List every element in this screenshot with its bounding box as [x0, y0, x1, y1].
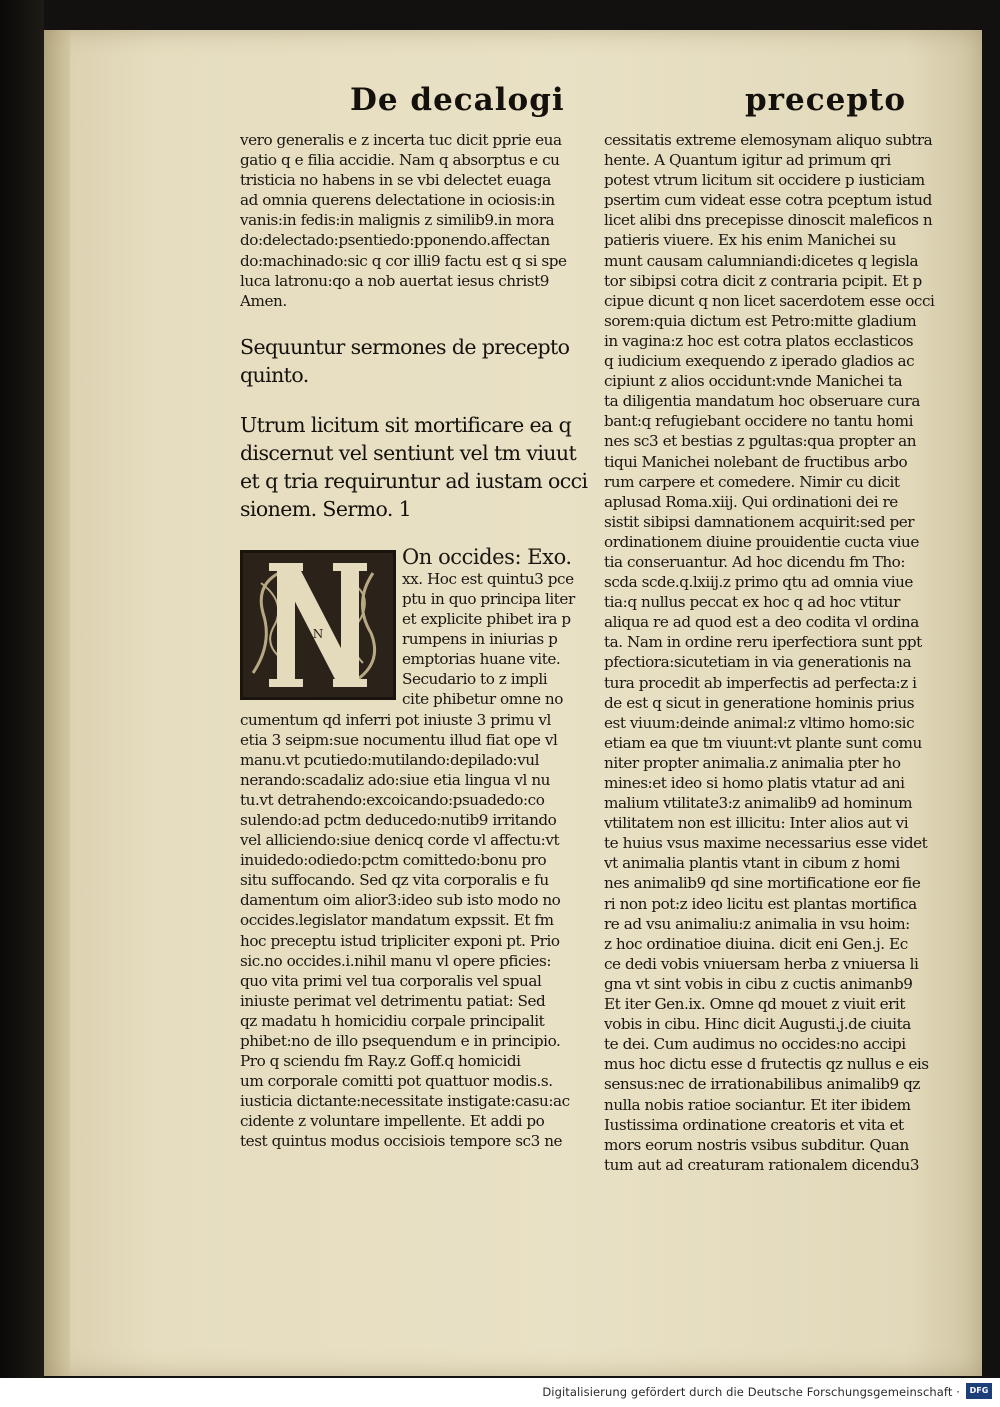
- text-line: luca latronu:qo a nob auertat iesus christ9: [240, 271, 550, 290]
- heading-line: sionem. Sermo. 1: [240, 496, 412, 521]
- text-line: te dei. Cum audimus no occides:no accipi: [604, 1035, 906, 1054]
- text-line: emptorias huane vite.: [402, 650, 561, 669]
- text-line: occides.legislator mandatum expssit. Et fm: [240, 911, 554, 930]
- text-line: et explicite phibet ira p: [402, 610, 571, 629]
- text-line: gna vt sint vobis in cibu z cuctis animanb9: [604, 974, 913, 993]
- text-line: Amen.: [240, 291, 287, 310]
- text-line: sensus:nec de irrationabilibus animalib9 qz: [604, 1075, 920, 1094]
- heading-line: Utrum licitum sit mortificare ea q: [240, 412, 572, 437]
- heading-line: discernut vel sentiunt vel tm viuut: [240, 440, 577, 465]
- text-line: vanis:in fedis:in malignis z similib9.in mora: [240, 211, 555, 230]
- binding-shadow: [0, 0, 44, 1378]
- text-line: re ad vsu animaliu:z animalia in vsu hoim:: [604, 914, 910, 933]
- text-line: do:delectado:psentiedo:pponendo.affectan: [240, 231, 550, 250]
- text-line: tum aut ad creaturam rationalem dicendu3: [604, 1155, 920, 1174]
- rubric-heading-1: [240, 333, 596, 389]
- ornament-initial-icon: [243, 553, 393, 697]
- text-line: sorem:quia dictum est Petro:mitte gladium: [604, 311, 917, 330]
- text-line: tia conseruantur. Ad hoc dicendu fm Tho:: [604, 552, 906, 571]
- left-text-column: [240, 130, 596, 1152]
- text-line: Pro q sciendu fm Ray.z Goff.q homicidi: [240, 1052, 521, 1071]
- svg-text:N: N: [312, 626, 324, 641]
- text-line: vobis in cibu. Hinc dicit Augusti.j.de ciuita: [604, 1015, 911, 1034]
- intro-paragraph: [240, 130, 596, 311]
- text-line: ptu in quo principa liter: [402, 589, 575, 608]
- text-line: mus hoc dictu esse d frutectis qz nullus e eis: [604, 1055, 929, 1074]
- text-line: malium vtilitate3:z animalib9 ad hominum: [604, 794, 913, 813]
- text-line: nes animalib9 qd sine mortificatione eor fie: [604, 874, 921, 893]
- text-line: nulla nobis ratioe sociantur. Et iter ibidem: [604, 1095, 911, 1114]
- text-line: um corporale comitti pot quattuor modis.s.: [240, 1072, 553, 1091]
- text-line: Iustissima ordinatione creatoris et vita et: [604, 1115, 904, 1134]
- rubric-heading-2: [240, 411, 596, 523]
- heading-line: Sequuntur sermones de precepto: [240, 334, 570, 359]
- text-line: ce dedi vobis vniuersam herba z vniuersa li: [604, 954, 919, 973]
- text-line: est viuum:deinde animal:z vltimo homo:sic: [604, 713, 915, 732]
- running-title-right: precepto: [745, 82, 907, 118]
- text-line: in vagina:z hoc est cotra platos ecclasticos: [604, 331, 914, 350]
- text-line: test quintus modus occisiois tempore sc3 ne: [240, 1132, 563, 1151]
- text-line: licet alibi dns precepisse dinoscit maleficos n: [604, 211, 933, 230]
- dfg-logo-icon: DFG: [966, 1383, 992, 1399]
- text-line: de est q sicut in generatione hominis prius: [604, 693, 915, 712]
- text-line: cipiunt z alios occidunt:vnde Manichei ta: [604, 372, 903, 391]
- text-line: tia:q nullus peccat ex hoc q ad hoc vtitur: [604, 593, 900, 612]
- running-title-left: De decalogi: [350, 82, 565, 118]
- text-line: phibet:no de illo psequendum e in principio.: [240, 1032, 561, 1050]
- text-line: niter propter animalia.z animalia pter ho: [604, 753, 901, 772]
- text-line: nerando:scadaliz ado:siue etia lingua vl nu: [240, 770, 550, 789]
- text-line: iniuste perimat vel detrimentu patiat: Sed: [240, 991, 546, 1010]
- text-line: munt causam calumniandi:dicetes q legisla: [604, 251, 919, 270]
- heading-line: et q tria requiruntur ad iustam occi: [240, 468, 588, 493]
- text-line: qz madatu h homicidiu corpale principalit: [240, 1011, 545, 1030]
- text-line: vt animalia plantis vtant in cibum z homi: [604, 854, 900, 873]
- text-line: ordinationem diuine prouidentie cucta viue: [604, 532, 919, 551]
- text-line: cipue dicunt q non licet sacerdotem esse occi: [604, 291, 935, 310]
- text-line: patieris viuere. Ex his enim Manichei su: [604, 231, 896, 250]
- text-line: ad omnia querens delectatione in ociosis:in: [240, 191, 555, 210]
- text-line: tristicia no habens in se vbi delectet euaga: [240, 171, 551, 190]
- heading-line: quinto.: [240, 362, 309, 387]
- text-line: te huius vsus maxime necessarius esse videt: [604, 834, 928, 853]
- text-line: tor sibipsi cotra dicit z contraria pcipit. Et p: [604, 271, 922, 290]
- text-line: do:machinado:sic q cor illi9 factu est q si spe: [240, 251, 567, 270]
- text-line: vero generalis e z incerta tuc dicit pprie eua: [240, 131, 562, 149]
- text-line: situ suffocando. Sed qz vita corporalis e fu: [240, 871, 549, 890]
- text-line: tiqui Manichei nolebant de fructibus arbo: [604, 452, 908, 471]
- text-line: q iudicium exequendo z iperado gladios ac: [604, 352, 915, 371]
- text-line: inuidedo:odiedo:pctm comittedo:bonu pro: [240, 851, 547, 870]
- text-line: sic.no occides.i.nihil manu vl opere pficies:: [240, 951, 551, 970]
- text-line: pfectiora:sicutetiam in via generationis na: [604, 653, 912, 672]
- text-line: rumpens in iniurias p: [402, 630, 558, 649]
- text-line: cessitatis extreme elemosynam aliquo subtra: [604, 131, 933, 149]
- text-line: aliqua re ad quod est a deo codita vl ordina: [604, 613, 919, 632]
- text-line: damentum oim alior3:ideo sub isto modo no: [240, 891, 561, 910]
- text-line: vel alliciendo:siue denicq corde vl affectu:vt: [240, 831, 560, 850]
- text-line: z hoc ordinatioe diuina. dicit eni Gen.j. Ec: [604, 934, 908, 953]
- funding-credit: Digitalisierung gefördert durch die Deutsche Forschungsgemeinschaft ·: [542, 1385, 960, 1399]
- text-line: iusticia dictante:necessitate instigate:casu:ac: [240, 1092, 570, 1111]
- text-line: cite phibetur omne no: [402, 690, 563, 709]
- body-paragraph: [240, 710, 596, 1152]
- text-line: vtilitatem non est illicitu: Inter alios aut vi: [604, 814, 909, 833]
- text-line: ta. Nam in ordine reru iperfectiora sunt ppt: [604, 633, 922, 652]
- text-line: gatio q e filia accidie. Nam q absorptus e cu: [240, 151, 560, 170]
- text-line: mors eorum nostris vsibus subditur. Quan: [604, 1135, 909, 1154]
- page-edge: [44, 30, 70, 1376]
- text-line: cidente z voluntare impellente. Et addi po: [240, 1112, 545, 1131]
- text-line: rum carpere et comedere. Nimir cu dicit: [604, 472, 900, 491]
- right-text-column: [604, 130, 956, 1175]
- decorated-initial: [240, 550, 396, 700]
- text-line: scda scde.q.lxiij.z primo qtu ad omnia viue: [604, 573, 913, 592]
- text-line: sulendo:ad pctm deducedo:nutib9 irritando: [240, 810, 557, 829]
- text-line: quo vita primi vel tua corporalis vel spual: [240, 971, 542, 990]
- text-line: aplusad Roma.xiij. Qui ordinationi dei re: [604, 492, 898, 511]
- text-line: etia 3 seipm:sue nocumentu illud fiat ope vl: [240, 730, 558, 749]
- text-line: ri non pot:z ideo licitu est plantas mortifica: [604, 894, 917, 913]
- text-line: cumentum qd inferri pot iniuste 3 primu vl: [240, 710, 551, 729]
- text-line: Et iter Gen.ix. Omne qd mouet z viuit erit: [604, 995, 905, 1014]
- text-line: tu.vt detrahendo:excoicando:psuadedo:co: [240, 790, 545, 809]
- text-line: xx. Hoc est quintu3 pce: [402, 569, 574, 588]
- text-line: potest vtrum licitum sit occidere p iusticiam: [604, 171, 925, 190]
- text-line: manu.vt pcutiedo:mutilando:depilado:vul: [240, 750, 539, 769]
- text-line: sistit sibipsi damnationem acquirit:sed per: [604, 512, 915, 531]
- text-line: mines:et ideo si homo platis vtatur ad ani: [604, 774, 905, 792]
- text-line: On occides: Exo.: [402, 544, 572, 569]
- text-line: etiam ea que tm viuunt:vt plante sunt comu: [604, 733, 922, 752]
- text-line: hente. A Quantum igitur ad primum qri: [604, 151, 891, 170]
- text-line: tura procedit ab imperfectis ad perfecta:z i: [604, 673, 917, 692]
- text-line: psertim cum videat esse cotra pceptum istud: [604, 191, 932, 210]
- text-line: ta diligentia mandatum hoc obseruare cura: [604, 392, 920, 411]
- text-line: nes sc3 et bestias z pgultas:qua propter an: [604, 432, 917, 451]
- digitization-footer: [0, 1378, 1000, 1407]
- text-line: bant:q refugiebant occidere no tantu homi: [604, 412, 913, 431]
- text-line: hoc preceptu istud tripliciter exponi pt. Prio: [240, 931, 560, 950]
- text-line: Secudario to z impli: [402, 670, 548, 689]
